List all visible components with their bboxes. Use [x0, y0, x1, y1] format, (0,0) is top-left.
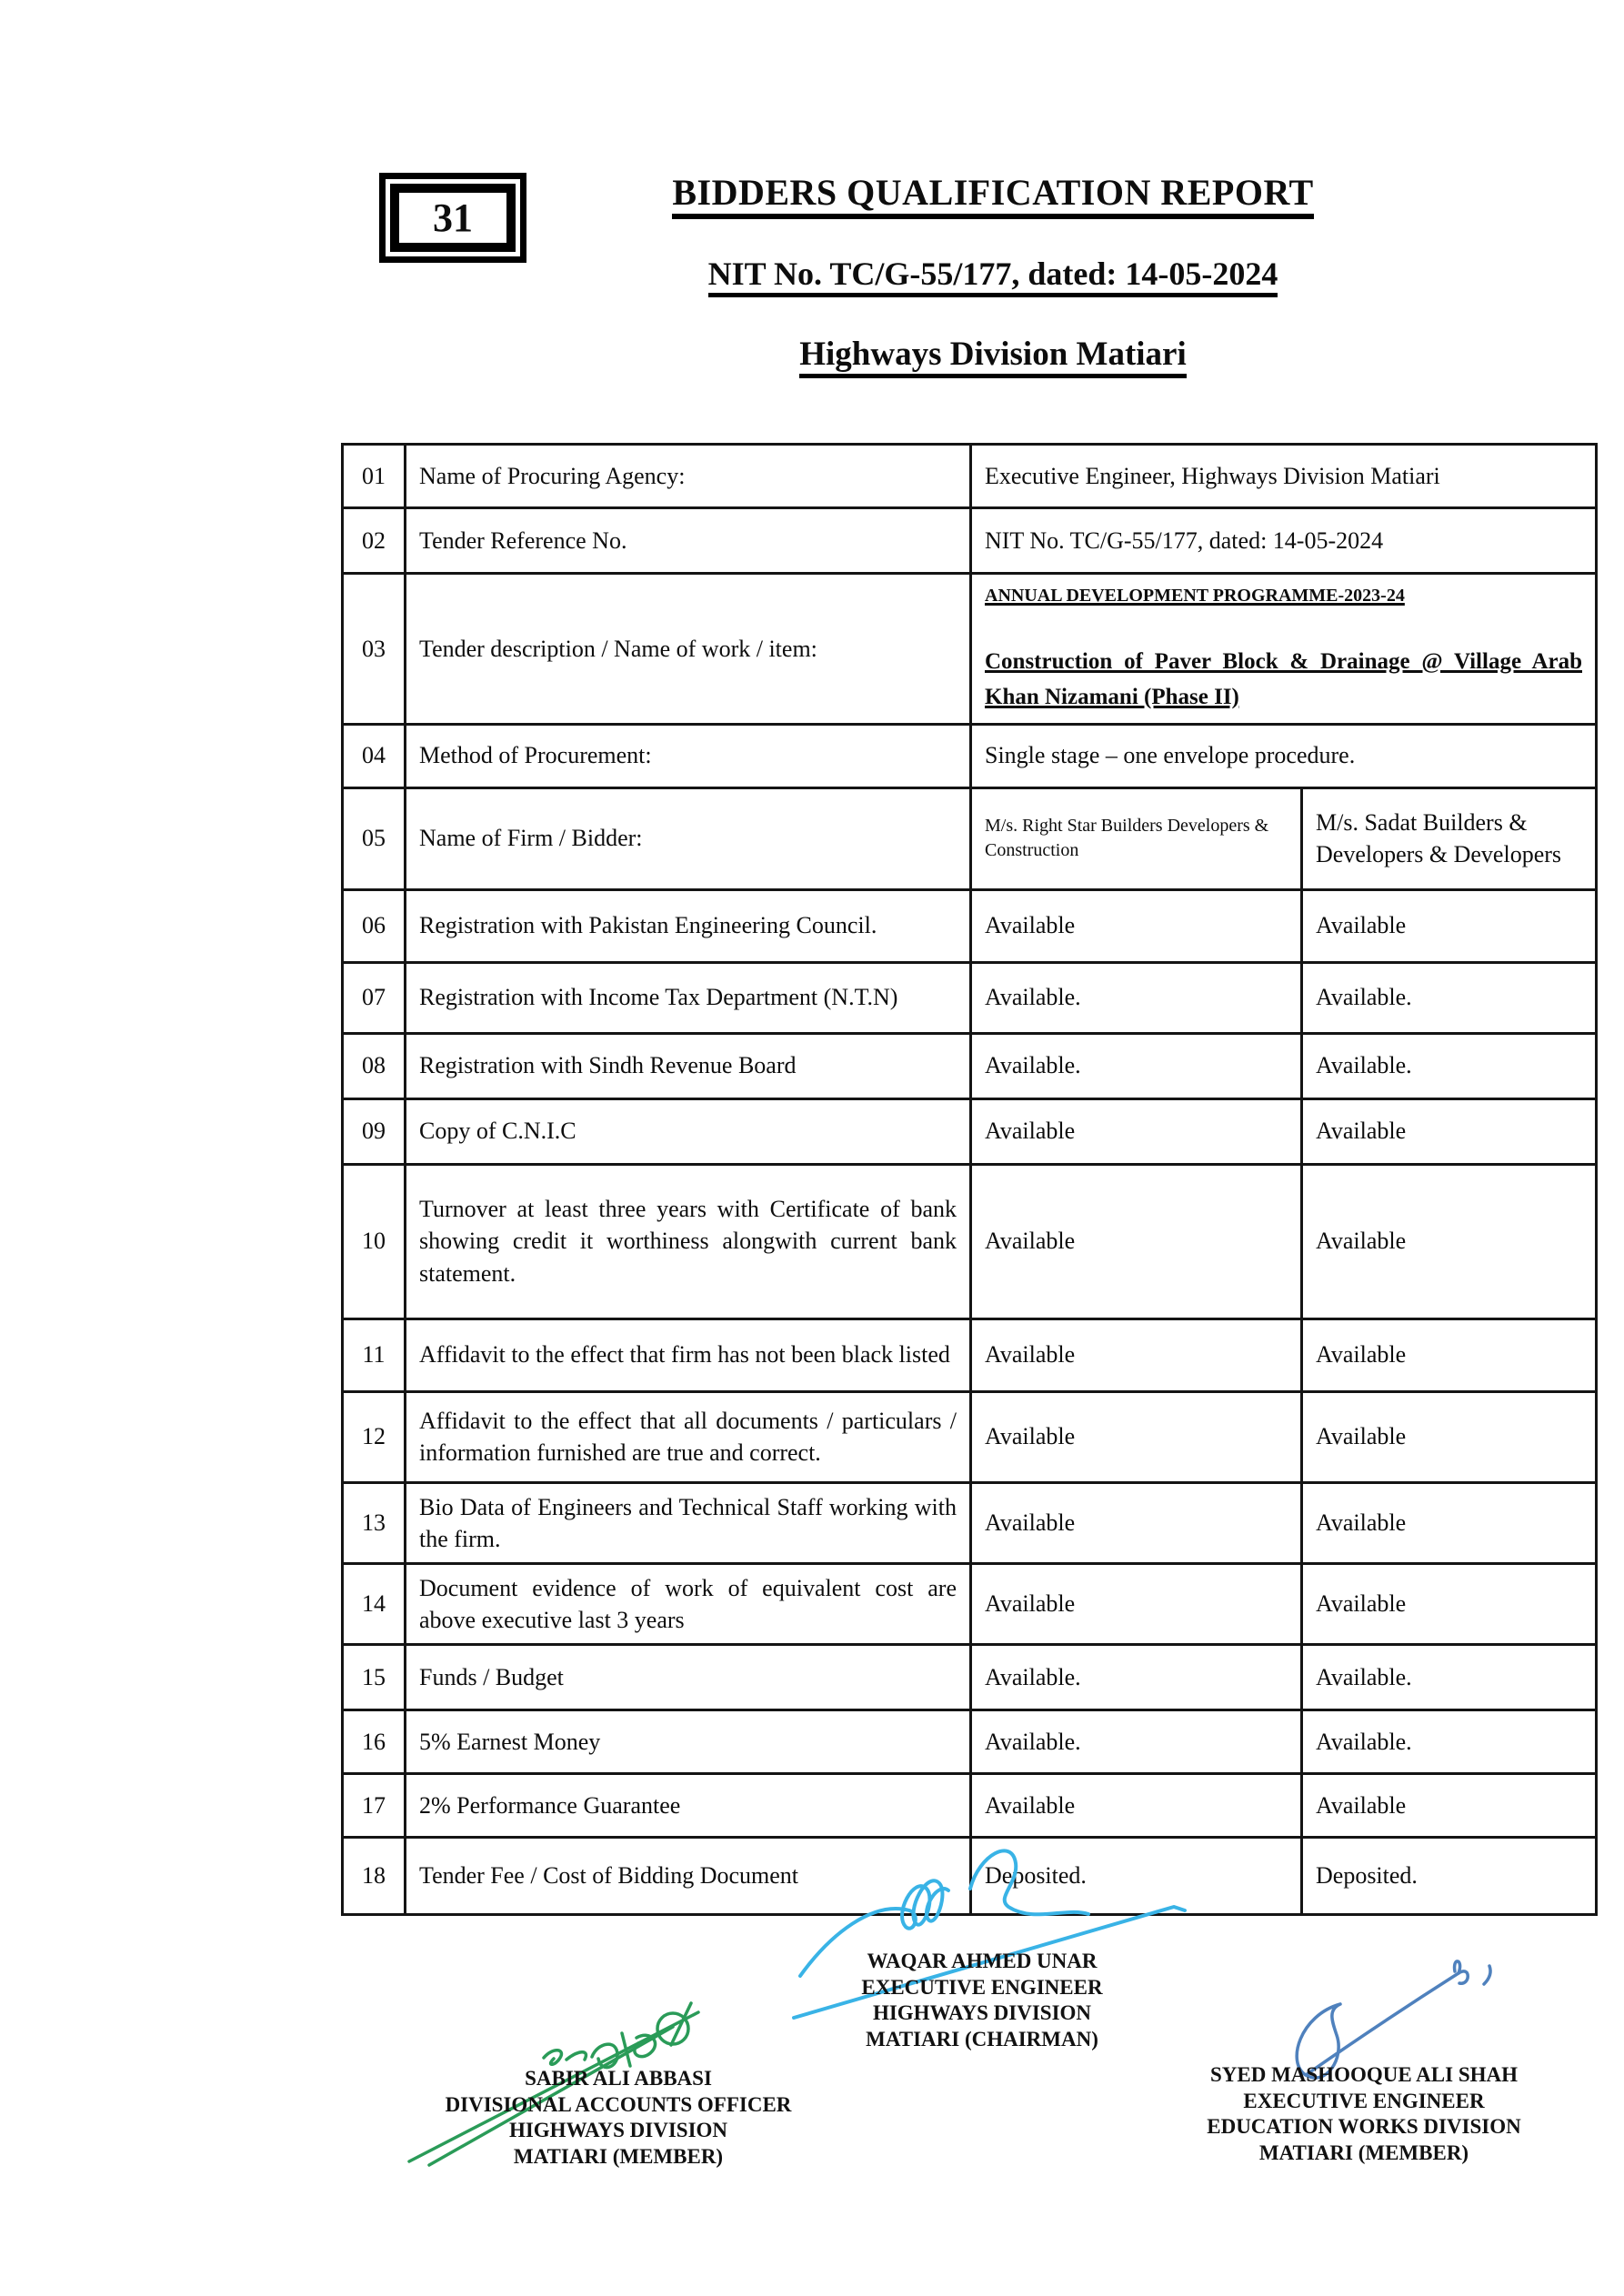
table-row: [343, 1482, 1597, 1563]
row-number: 01: [343, 445, 406, 508]
bidder1-value: Deposited.: [971, 1837, 1302, 1914]
signatory-name: SYED MASHOOQUE ALI SHAH: [1209, 2063, 1519, 2086]
row-number: 18: [343, 1837, 406, 1914]
bidder2-value: Available: [1302, 1098, 1597, 1164]
table-row: [343, 1563, 1597, 1644]
row-number: 02: [343, 508, 406, 574]
row-number: 04: [343, 724, 406, 787]
row-number: 06: [343, 889, 406, 962]
bidder1-value: Available: [971, 1098, 1302, 1164]
row-label: Turnover at least three years with Certificate of bank showing credit it worthiness alongwith current bank statement.: [406, 1164, 971, 1318]
bidder2-value: Available.: [1302, 1033, 1597, 1098]
bidder2-value: Deposited.: [1302, 1837, 1597, 1914]
bidder1-value: M/s. Right Star Builders Developers & Construction: [971, 787, 1302, 889]
bidder1-value: Available: [971, 1391, 1302, 1482]
bidder2-value: Available.: [1302, 962, 1597, 1033]
bidder1-value: Available.: [971, 1709, 1302, 1773]
signatory-name: WAQAR AHMED UNAR: [867, 1950, 1098, 1972]
row-number: 09: [343, 1098, 406, 1164]
row-label: Affidavit to the effect that all documents / particulars / information furnished are true and correct.: [406, 1391, 971, 1482]
page-number: 31: [390, 184, 516, 252]
division-title: Highways Division Matiari: [799, 337, 1187, 378]
bidder2-value: Available.: [1302, 1644, 1597, 1709]
signatory-title: DIVISIONAL ACCOUNTS OFFICER: [445, 2092, 792, 2116]
row-label: Name of Procuring Agency:: [406, 445, 971, 508]
table-row: [343, 574, 1597, 725]
row-number: 11: [343, 1318, 406, 1391]
row-label: Name of Firm / Bidder:: [406, 787, 971, 889]
bidder2-value: M/s. Sadat Builders & Developers & Developers: [1302, 787, 1597, 889]
signature-block-member-left: [364, 2066, 873, 2170]
row-number: 08: [343, 1033, 406, 1098]
row-label: Method of Procurement:: [406, 724, 971, 787]
row-number: 14: [343, 1563, 406, 1644]
qualification-table: [341, 443, 1598, 1916]
bidder1-value: Available.: [971, 962, 1302, 1033]
signatory-title: EXECUTIVE ENGINEER: [1243, 2089, 1485, 2112]
row-number: 15: [343, 1644, 406, 1709]
bidder2-value: Available.: [1302, 1709, 1597, 1773]
table-row: [343, 724, 1597, 787]
table-row: [343, 1773, 1597, 1837]
table-row: [343, 1033, 1597, 1098]
row-number: 13: [343, 1482, 406, 1563]
bidder1-value: Available: [971, 1164, 1302, 1318]
table-row: [343, 889, 1597, 962]
table-row: [343, 1391, 1597, 1482]
row-number: 07: [343, 962, 406, 1033]
signatory-title: EXECUTIVE ENGINEER: [861, 1975, 1103, 1999]
table-row: [343, 1098, 1597, 1164]
signature-block-member-right: [1146, 2062, 1582, 2166]
row-label: Tender description / Name of work / item:: [406, 574, 971, 725]
row-label: Copy of C.N.I.C: [406, 1098, 971, 1164]
row-label: Registration with Income Tax Department (N.T.N): [406, 962, 971, 1033]
row-value: NIT No. TC/G-55/177, dated: 14-05-2024: [971, 508, 1597, 574]
bidder2-value: Available: [1302, 1391, 1597, 1482]
row-number: 12: [343, 1391, 406, 1482]
row-number: 16: [343, 1709, 406, 1773]
table-row: [343, 962, 1597, 1033]
bidder1-value: Available.: [971, 1644, 1302, 1709]
table-row: [343, 1318, 1597, 1391]
row-label: Registration with Sindh Revenue Board: [406, 1033, 971, 1098]
header: [391, 172, 1595, 378]
table-row: [343, 508, 1597, 574]
bidder1-value: Available: [971, 1482, 1302, 1563]
row-value: Single stage – one envelope procedure.: [971, 724, 1597, 787]
bidder1-value: Available: [971, 1563, 1302, 1644]
table-row: [343, 787, 1597, 889]
bidder2-value: Available: [1302, 889, 1597, 962]
table-row: [343, 1644, 1597, 1709]
row-label: 5% Earnest Money: [406, 1709, 971, 1773]
bidder2-value: Available: [1302, 1773, 1597, 1837]
row-label: Bio Data of Engineers and Technical Staff working with the firm.: [406, 1482, 971, 1563]
nit-reference: NIT No. TC/G-55/177, dated: 14-05-2024: [708, 257, 1278, 297]
bidder1-value: Available: [971, 1318, 1302, 1391]
report-title: BIDDERS QUALIFICATION REPORT: [672, 175, 1313, 219]
row-label: Tender Reference No.: [406, 508, 971, 574]
row-number: 05: [343, 787, 406, 889]
signatory-division: HIGHWAYS DIVISION: [872, 2001, 1092, 2025]
work-description: Construction of Paver Block & Drainage @ Village Arab Khan Nizamani (Phase II): [985, 649, 1582, 709]
row-label: 2% Performance Guarantee: [406, 1773, 971, 1837]
signatory-name: SABIR ALI ABBASI: [525, 2067, 712, 2090]
bidder2-value: Available: [1302, 1164, 1597, 1318]
row-label: Registration with Pakistan Engineering Council.: [406, 889, 971, 962]
bidder1-value: Available.: [971, 1033, 1302, 1098]
row-value: Executive Engineer, Highways Division Matiari: [971, 445, 1597, 508]
row-label: Tender Fee / Cost of Bidding Document: [406, 1837, 971, 1914]
bidder2-value: Available: [1302, 1318, 1597, 1391]
table-row: [343, 1709, 1597, 1773]
signatory-division: EDUCATION WORKS DIVISION: [1207, 2115, 1521, 2139]
bidder2-value: Available: [1302, 1563, 1597, 1644]
row-number: 03: [343, 574, 406, 725]
signatory-role: MATIARI (CHAIRMAN): [866, 2027, 1098, 2050]
signatory-role: MATIARI (MEMBER): [1258, 2141, 1469, 2164]
row-number: 17: [343, 1773, 406, 1837]
table-row: [343, 445, 1597, 508]
adp-programme-heading: ANNUAL DEVELOPMENT PROGRAMME-2023-24: [985, 586, 1405, 606]
bidder1-value: Available: [971, 1773, 1302, 1837]
row-value: [971, 574, 1597, 725]
table-row: [343, 1164, 1597, 1318]
table-row: [343, 1837, 1597, 1914]
signature-block-chairman: [791, 1949, 1173, 2052]
row-number: 10: [343, 1164, 406, 1318]
row-label: Funds / Budget: [406, 1644, 971, 1709]
bidder2-value: Available: [1302, 1482, 1597, 1563]
signatory-division: HIGHWAYS DIVISION: [508, 2119, 728, 2142]
signatory-role: MATIARI (MEMBER): [513, 2144, 724, 2168]
row-label: Affidavit to the effect that firm has not been black listed: [406, 1318, 971, 1391]
row-label: Document evidence of work of equivalent cost are above executive last 3 years: [406, 1563, 971, 1644]
bidder1-value: Available: [971, 889, 1302, 962]
